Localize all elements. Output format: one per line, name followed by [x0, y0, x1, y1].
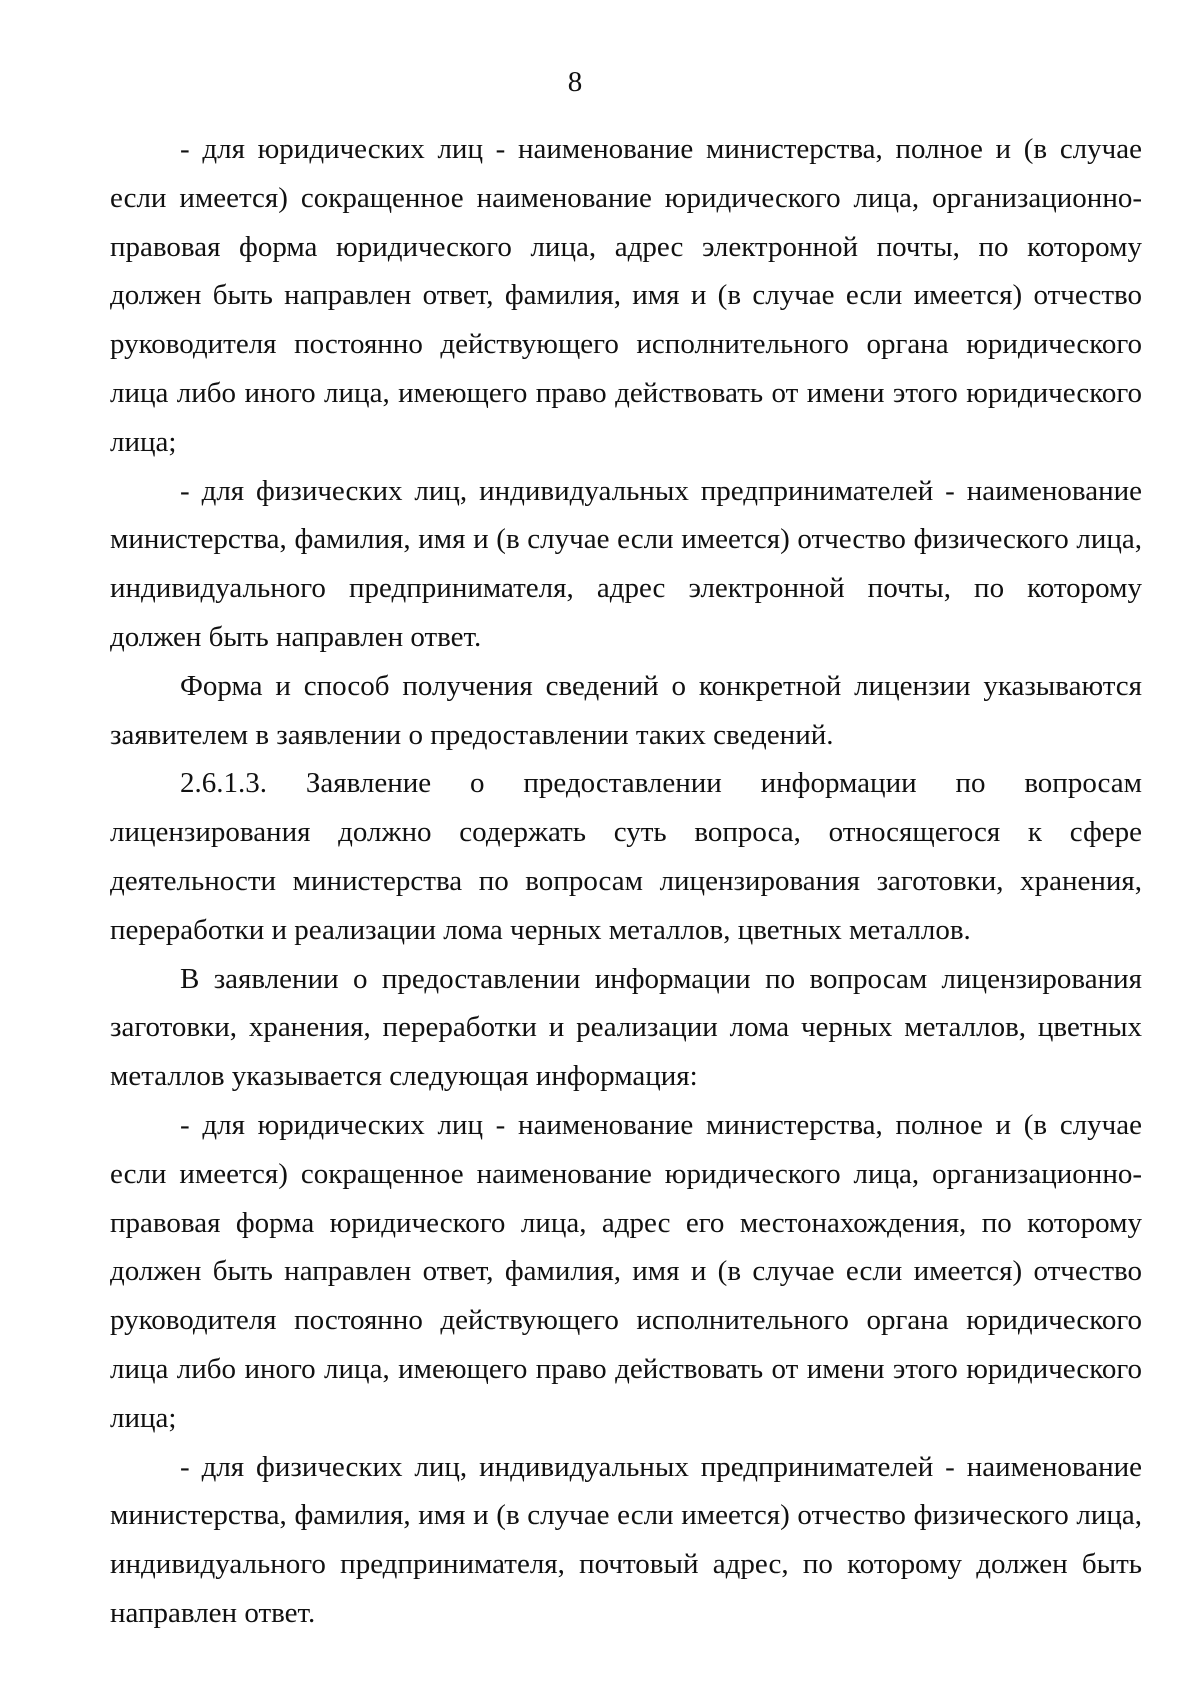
paragraph-legal-entities-email: - для юридических лиц - наименование министерства, полное и (в случае если имеется) сокращенное наименование юридического лица, организационно-правовая форма юридического лица, адрес электронной почты, по которому должен быть направлен ответ, фамилия, имя и (в случае если имеется) отчество руководителя постоянно действующего исполнительного органа юридического лица либо иного лица, имеющего право действовать от имени этого юридического лица;	[110, 133, 1142, 458]
paragraph-individuals-email: - для физических лиц, индивидуальных предпринимателей - наименование министерства, фамилия, имя и (в случае если имеется) отчество физического лица, индивидуального предпринимателя, адрес электронной почты, по которому должен быть направлен ответ.	[110, 474, 1142, 653]
paragraph-legal-entities-address: - для юридических лиц - наименование министерства, полное и (в случае если имеется) сокращенное наименование юридического лица, организационно-правовая форма юридического лица, адрес его местонахождения, по которому должен быть направлен ответ, фамилия, имя и (в случае если имеется) отчество руководителя постоянно действующего исполнительного органа юридического лица либо иного лица, имеющего право действовать от имени этого юридического лица;	[110, 1108, 1142, 1434]
paragraph-individuals-postal: - для физических лиц, индивидуальных предпринимателей - наименование министерства, фамилия, имя и (в случае если имеется) отчество физического лица, индивидуального предпринимателя, почтовый адрес, по которому должен быть направлен ответ.	[110, 1450, 1142, 1629]
paragraph-section-2-6-1-3: 2.6.1.3. Заявление о предоставлении информации по вопросам лицензирования должно содержать суть вопроса, относящегося к сфере деятельности министерства по вопросам лицензирования заготовки, хранения, переработки и реализации лома черных металлов, цветных металлов.	[110, 767, 1142, 946]
document-body	[110, 125, 1142, 1638]
paragraph-form-and-method: Форма и способ получения сведений о конкретной лицензии указываются заявителем в заявлении о предоставлении таких сведений.	[110, 669, 1142, 751]
paragraph-application-info: В заявлении о предоставлении информации по вопросам лицензирования заготовки, хранения, переработки и реализации лома черных металлов, цветных металлов указывается следующая информация:	[110, 962, 1142, 1093]
page-number: 8	[567, 66, 583, 98]
